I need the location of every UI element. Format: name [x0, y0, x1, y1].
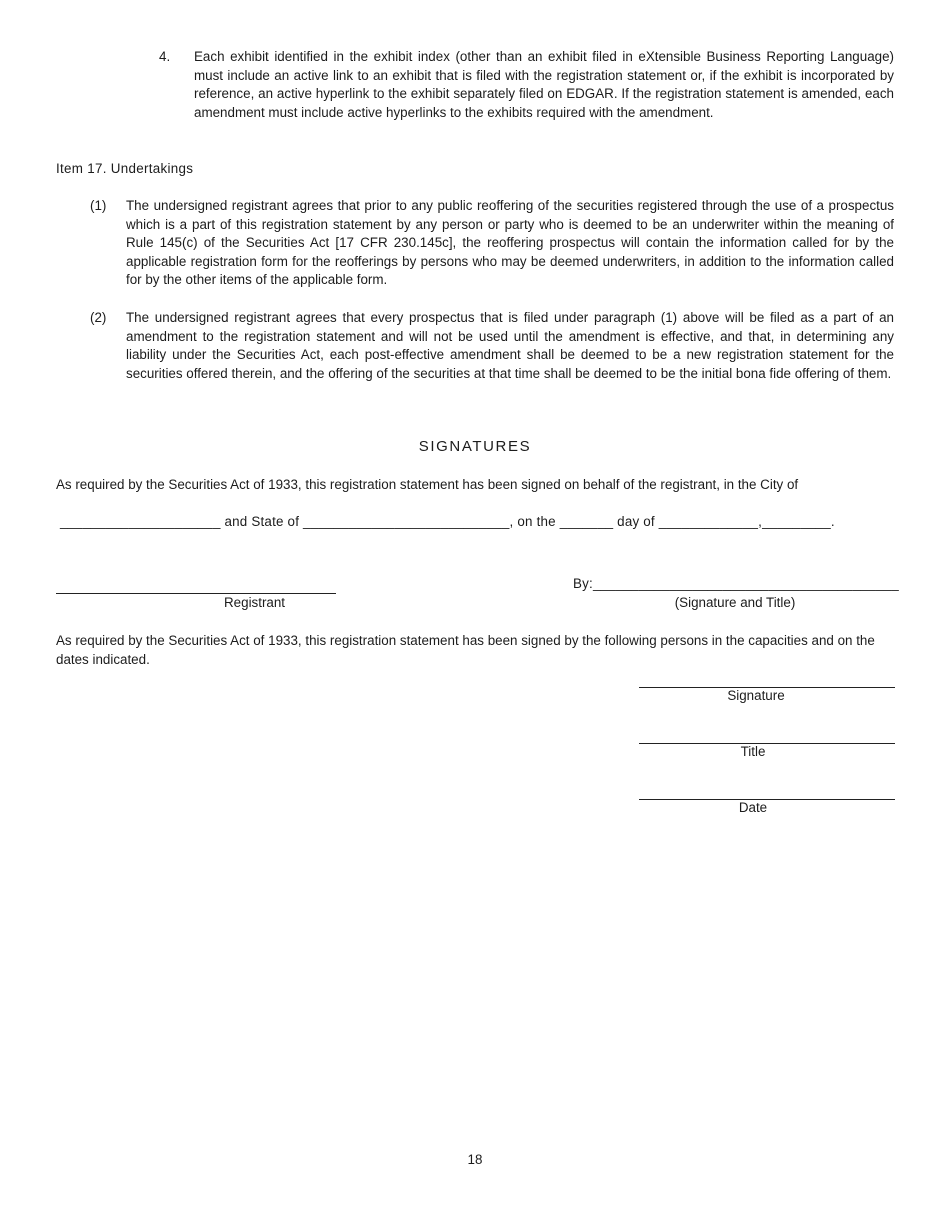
signatures-statement-2: As required by the Securities Act of 1933, this registration statement has been signed by the following persons in the capacities and on the dates indicated. [56, 633, 875, 667]
city-state-date-fill-line[interactable]: _____________________ and State of ___________________________, on the _______ day of _____________,_________. [60, 514, 835, 529]
undertaking-1-number: (1) [90, 198, 107, 213]
signature-and-title-label: (Signature and Title) [674, 595, 796, 610]
signatures-heading: SIGNATURES [418, 438, 532, 455]
registrant-label: Registrant [224, 595, 286, 610]
exhibit-item-text: Each exhibit identified in the exhibit index (other than an exhibit filed in eXtensible Business Reporting Language) must include an active link to an exhibit that is filed with the registration statement or, if the exhibit is incorporated by reference, an active hyperlink to the exhibit separately filed on EDGAR. If the registration statement is amended, each amendment must include active hyperlinks to the exhibits required with the amendment. [194, 49, 894, 120]
exhibit-item-number: 4. [159, 49, 171, 64]
signatures-statement-1: As required by the Securities Act of 1933, this registration statement has been signed on behalf of the registrant, in the City of [56, 477, 799, 492]
by-signature-line[interactable]: By:________________________________________ [573, 576, 899, 591]
date-label: Date [738, 800, 768, 815]
undertaking-1-text: The undersigned registrant agrees that prior to any public reoffering of the securities registered through the use of a prospectus which is a part of this registration statement by any person or party who is deemed to be an underwriter within the meaning of Rule 145(c) of the Securities Act [17 CFR 230.145c], the reoffering prospectus will contain the information called for by the applicable registration form for the reofferings by persons who may be deemed underwriters, in addition to the information called for by the other items of the applicable form. [126, 198, 894, 287]
title-label: Title [740, 744, 766, 759]
undertaking-2-number: (2) [90, 310, 107, 325]
page-number: 18 [467, 1152, 483, 1167]
undertaking-2-text: The undersigned registrant agrees that every prospectus that is filed under paragraph (1) above will be filed as a part of an amendment to the registration statement and will not be used until the amendment is effective, and that, in determining any liability under the Securities Act, each post-effective amendment shall be deemed to be a new registration statement for the securities offered therein, and the offering of the securities at that time shall be deemed to be the initial bona fide offering of them. [126, 310, 894, 381]
item17-heading: Item 17. Undertakings [56, 161, 194, 176]
signature-label: Signature [727, 688, 785, 703]
